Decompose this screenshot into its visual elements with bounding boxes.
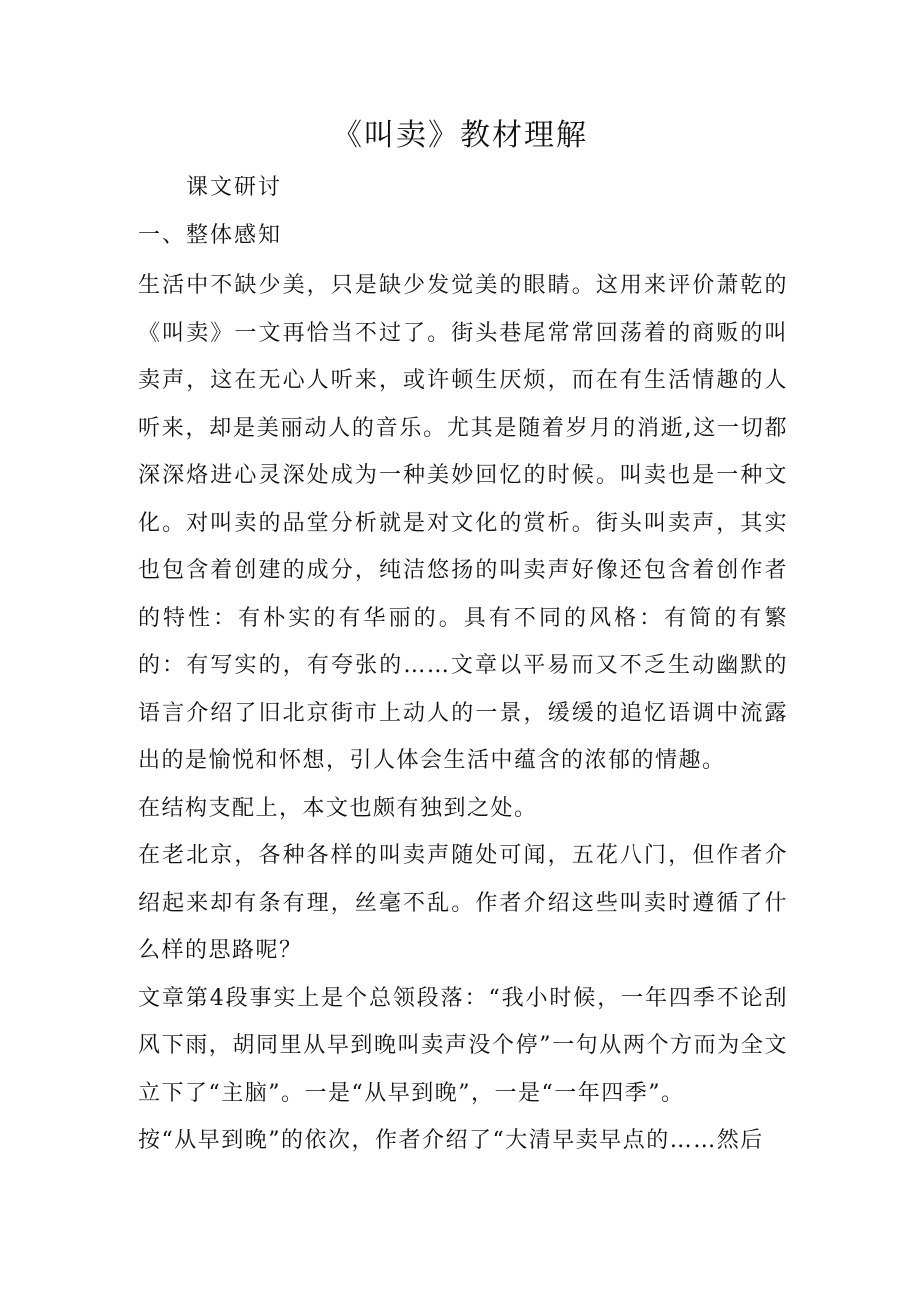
- section-heading: 一、整体感知: [138, 223, 283, 248]
- paragraph-1: 生活中不缺少美，只是缺少发觉美的眼睛。这用来评价萧乾的《叫卖》一文再恰当不过了。街头巷尾常常回荡着的商贩的叫卖声，这在无心人听来，或许顿生厌烦，而在有生活情趣的人听来，却是美丽动人的音乐。尤其是随着岁月的消逝,这一切都深深烙进心灵深处成为一种美妙回忆的时候。叫卖也是一种文化。对叫卖的品堂分析就是对文化的赏析。街头叫卖声，其实也包含着创建的成分，纯洁悠扬的叫卖声好像还包含着创作者的特性：有朴实的有华丽的。具有不同的风格：有简的有繁的：有写实的，有夸张的……文章以平易而又不乏生动幽默的语言介绍了旧北京街市上动人的一景，缓缓的追忆语调中流露出的是愉悦和怀想，引人体会生活中蕴含的浓郁的情趣。: [138, 273, 788, 773]
- paragraph-5: 按“从早到晚”的依次，作者介绍了“大清早卖早点的……然后: [138, 1128, 764, 1153]
- document-body: [138, 262, 788, 1165]
- lesson-subheading: 课文研讨: [186, 175, 283, 200]
- paragraph-3: 在老北京，各种各样的叫卖声随处可闻，五花八门，但作者介绍起来却有条有理，丝毫不乱。作者介绍这些叫卖时遵循了什么样的思路呢？: [138, 843, 788, 963]
- document-title: 《叫卖》教材理解: [332, 118, 588, 153]
- paragraph-4: 文章第4段事实上是个总领段落：“我小时候，一年四季不论刮风下雨，胡同里从早到晚叫卖声没个停”一句从两个方而为全文立下了“主脑”。一是“从早到晚”，一是“一年四季”。: [138, 985, 788, 1106]
- paragraph-2: 在结构支配上，本文也颇有独到之处。: [138, 795, 538, 821]
